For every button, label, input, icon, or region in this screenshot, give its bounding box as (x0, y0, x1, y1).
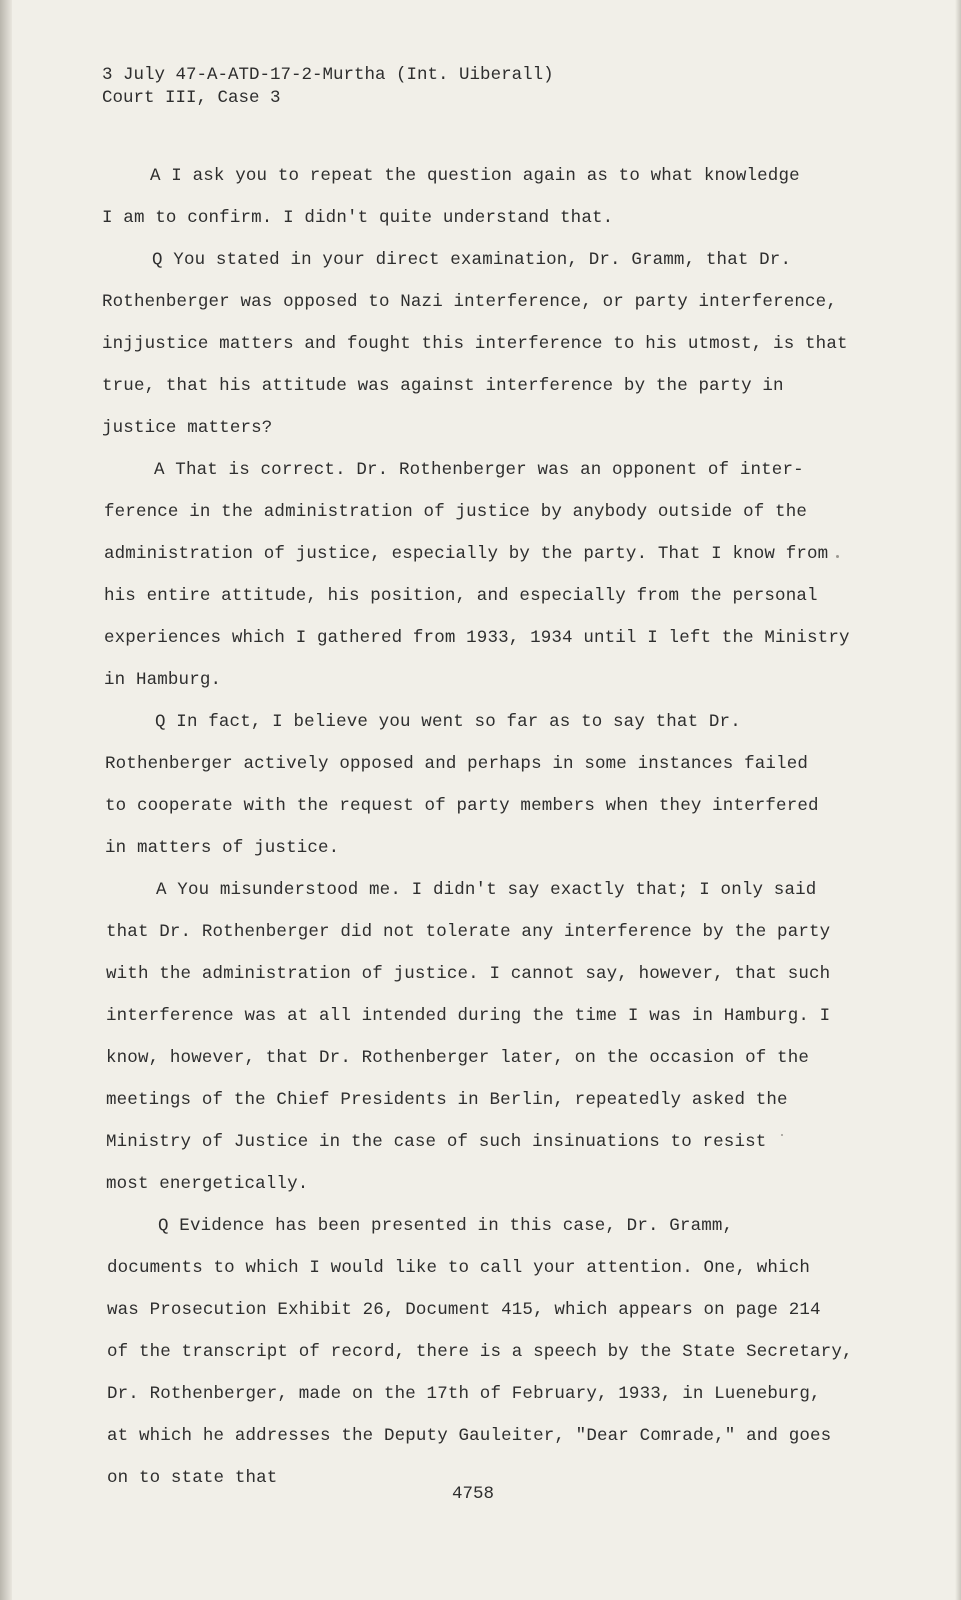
text-line: A I ask you to repeat the question again as to what knowledge (150, 166, 800, 186)
text-line: true, that his attitude was against interference by the party in (102, 376, 784, 396)
text-line: experiences which I gathered from 1933, 1934 until I left the Ministry (104, 628, 850, 648)
text-line: meetings of the Chief Presidents in Berlin, repeatedly asked the (106, 1090, 788, 1110)
text-line: in matters of justice. (105, 838, 340, 858)
text-line: most energetically. (106, 1174, 309, 1194)
text-line: Rothenberger actively opposed and perhaps in some instances failed (105, 754, 809, 774)
text-line: Q Evidence has been presented in this case, Dr. Gramm, (158, 1216, 734, 1236)
text-line: injjustice matters and fought this interference to his utmost, is that (102, 334, 848, 354)
text-line: I am to confirm. I didn't quite understand that. (102, 208, 614, 228)
text-line: with the administration of justice. I cannot say, however, that such (106, 964, 831, 984)
text-line: administration of justice, especially by the party. That I know from (104, 544, 829, 564)
paper-speck (781, 1134, 783, 1136)
text-line: know, however, that Dr. Rothenberger later, on the occasion of the (106, 1048, 810, 1068)
text-line: A You misunderstood me. I didn't say exactly that; I only said (156, 880, 817, 900)
paper-speck (836, 555, 839, 558)
header-line-court-case: Court III, Case 3 (102, 88, 281, 108)
text-line: of the transcript of record, there is a speech by the State Secretary, (107, 1342, 853, 1362)
text-line: Q You stated in your direct examination, Dr. Gramm, that Dr. (152, 250, 792, 270)
text-line: at which he addresses the Deputy Gauleiter, "Dear Comrade," and goes (107, 1426, 832, 1446)
text-line: Dr. Rothenberger, made on the 17th of February, 1933, in Lueneburg, (107, 1384, 821, 1404)
page-number: 4758 (452, 1484, 495, 1504)
text-line: Q In fact, I believe you went so far as to say that Dr. (155, 712, 741, 732)
text-line: A That is correct. Dr. Rothenberger was an opponent of inter- (154, 460, 804, 480)
text-line: ference in the administration of justice by anybody outside of the (104, 502, 808, 522)
page-edge-left (0, 0, 12, 1600)
text-line: documents to which I would like to call your attention. One, which (107, 1258, 811, 1278)
text-line: to cooperate with the request of party members when they interfered (105, 796, 819, 816)
text-line: his entire attitude, his position, and especially from the personal (104, 586, 818, 606)
text-line: in Hamburg. (104, 670, 222, 690)
text-line: Ministry of Justice in the case of such insinuations to resist (106, 1132, 767, 1152)
text-line: Rothenberger was opposed to Nazi interference, or party interference, (102, 292, 837, 312)
text-line: was Prosecution Exhibit 26, Document 415, which appears on page 214 (107, 1300, 821, 1320)
text-line: interference was at all intended during the time I was in Hamburg. I (106, 1006, 831, 1026)
document-header (102, 64, 554, 110)
text-line: on to state that (107, 1468, 278, 1488)
page-edge-right (955, 0, 961, 1600)
text-line: that Dr. Rothenberger did not tolerate any interference by the party (106, 922, 831, 942)
text-line: justice matters? (102, 418, 273, 438)
header-line-date-reference: 3 July 47-A-ATD-17-2-Murtha (Int. Uiberall) (102, 65, 554, 85)
